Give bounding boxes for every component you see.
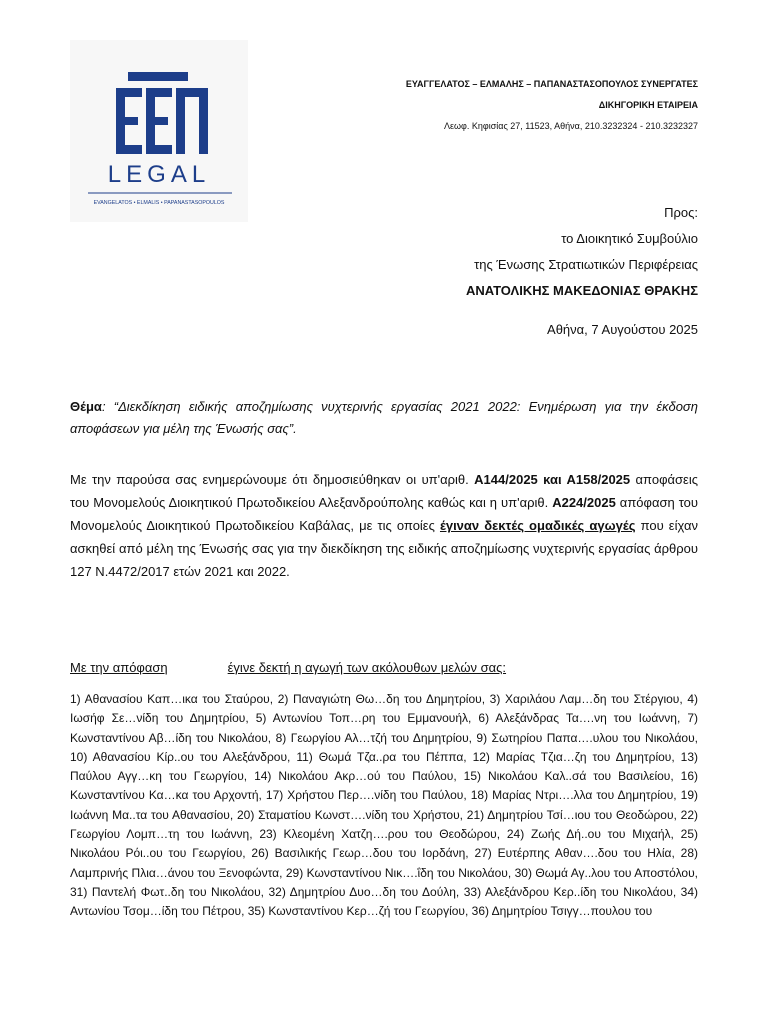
subject-text: : “Διεκδίκηση ειδικής αποζημίωσης νυχτερινής εργασίας 2021 2022: Ενημέρωση για την έκδοση αποφάσεων για μέλη της Ένωσής σας”. bbox=[70, 399, 698, 436]
subject-label: Θέμα bbox=[70, 399, 102, 414]
body-text-2: αποφάσεις του Μονομελούς Διοικητικού Πρωτοδικείου Αλεξανδρούπολης καθώς και η υπ'αριθ. bbox=[70, 472, 698, 510]
members-list: 1) Αθανασίου Καπ…ικα του Σταύρου, 2) Παναγιώτη Θω…δη του Δημητρίου, 3) Χαριλάου Λαμ…δη του Στέργιου, 4) Ιωσήφ Σε…νίδη του Δημητρίου, 5) Αντωνίου Τοπ…ρη του Εμμανουήλ, 6) Αλεξάνδρας Τα….νη του Ιωάννη, 7) Κωνσταντίνου Αβ…ίδη του Νικολάου, 8) Γεωργίου Αλ…τζή του Δημητρίου, 9) Σωτηρίου Παπα….υλου του Νικολάου, 10) Αθανασίου Κίρ..ου του Αλεξάνδρου, 11) Θωμά Τζα..ρα του Πέππα, 12) Μαρίας Τζια…ζη του Δημητρίου, 13) Παύλου Αγγ…κη του Γεωργίου, 14) Νικολάου Ακρ…ού του Παύλου, 15) Νικολάου Καλ..σά του Βασιλείου, 16) Κωνσταντίνου Κα…κα του Αρχοντή, 17) Χρήστου Περ….νίδη του Παύλου, 18) Μαρίας Ντρι….λλα του Δημητρίου, 19) Ιωάννη Μα..τα του Αθανασίου, 20) Σταματίου Κωνστ….νίδη του Χρήστου, 21) Δημητρίου Τσί…ιου του Θεοδώρου, 22) Γεωργίου Λομπ…τη του Ιωάννη, 23) Κλεομένη Χατζη….ρου του Θεοδώρου, 24) Ζωής Δή..ου του Μιχαήλ, 25) Νικολάου Ρόι..ου του Γεωργίου, 26) Βασιλικής Γεωρ…δου του Ιορδάνη, 27) Ευτέρπης Αθαν….δου του Ηλία, 28) Λαμπρινής Πλια…άνου του Ξενοφώντα, 29) Κωνσταντίνου Νικ….ΐδη του Νικολάου, 30) Θωμά Αγ..λου του Αποστόλου, 31) Παντελή Φωτ..δη του Νικολάου, 32) Δημητρίου Δυο…δη του Δούλη, 33) Αλεξάνδρου Κερ..ίδη του Νικολάου, 34) Αντωνίου Τσομ…ίδη του Πέτρου, 35) Κωνσταντίνου Κερ…ζή του Γεωργίου, 36) Δημητρίου Τσιγγ…πουλου του bbox=[70, 692, 698, 919]
recipient-line3: ΑΝΑΤΟΛΙΚΗΣ ΜΑΚΕΔΟΝΙΑΣ ΘΡΑΚΗΣ bbox=[466, 283, 698, 298]
body-text-1: Με την παρούσα σας ενημερώνουμε ότι δημοσιεύθηκαν οι υπ'αριθ. bbox=[70, 472, 475, 487]
decision-part2: έγινε δεκτή η αγωγή των ακόλουθων μελών σας: bbox=[227, 660, 507, 675]
decision-heading bbox=[70, 660, 506, 675]
firm-header bbox=[406, 74, 698, 137]
recipient-to: Προς: bbox=[664, 205, 698, 220]
firm-address: Λεωφ. Κηφισίας 27, 11523, Αθήνα, 210.3232324 - 210.3232327 bbox=[443, 121, 698, 131]
firm-logo bbox=[70, 40, 248, 222]
recipient-line2: της Ένωσης Στρατιωτικών Περιφέρειας bbox=[474, 257, 698, 272]
letter-date: Αθήνα, 7 Αυγούστου 2025 bbox=[547, 322, 698, 337]
recipient-line1: το Διοικητικό Συμβούλιο bbox=[561, 231, 698, 246]
body-decision-2: Α224/2025 bbox=[552, 495, 616, 510]
firm-name: ΕΥΑΓΓΕΛΑΤΟΣ – ΕΛΜΑΛΗΣ – ΠΑΠΑΝΑΣΤΑΣΟΠΟΥΛΟΣ ΣΥΝΕΡΓΑΤΕΣ bbox=[405, 79, 698, 89]
subject-line bbox=[70, 396, 698, 440]
recipient-block bbox=[466, 200, 698, 304]
body-text-4: που είχαν ασκηθεί από μέλη της Ένωσής σας για την διεκδίκηση της ειδικής αποζημίωσης νυχτερινής εργασίας άρθρου 127 Ν.4472/2017 ετών 2021 και 2022. bbox=[70, 518, 698, 579]
body-decisions-1: Α144/2025 και Α158/2025 bbox=[474, 472, 631, 487]
decision-part1: Με την απόφαση bbox=[70, 660, 168, 675]
body-accepted-claims: έγιναν δεκτές ομαδικές αγωγές bbox=[439, 518, 636, 533]
body-paragraph bbox=[70, 468, 698, 583]
logo-word: LEGAL bbox=[107, 161, 211, 188]
firm-type: ΔΙΚΗΓΟΡΙΚΗ ΕΤΑΙΡΕΙΑ bbox=[598, 100, 698, 110]
logo-tagline: EVANGELATOS • ELMALIS • PAPANASTASOPOULOS bbox=[93, 200, 225, 206]
body-text-3: απόφαση του Μονομελούς Διοικητικού Πρωτοδικείου Καβάλας, με τις οποίες bbox=[70, 495, 698, 533]
